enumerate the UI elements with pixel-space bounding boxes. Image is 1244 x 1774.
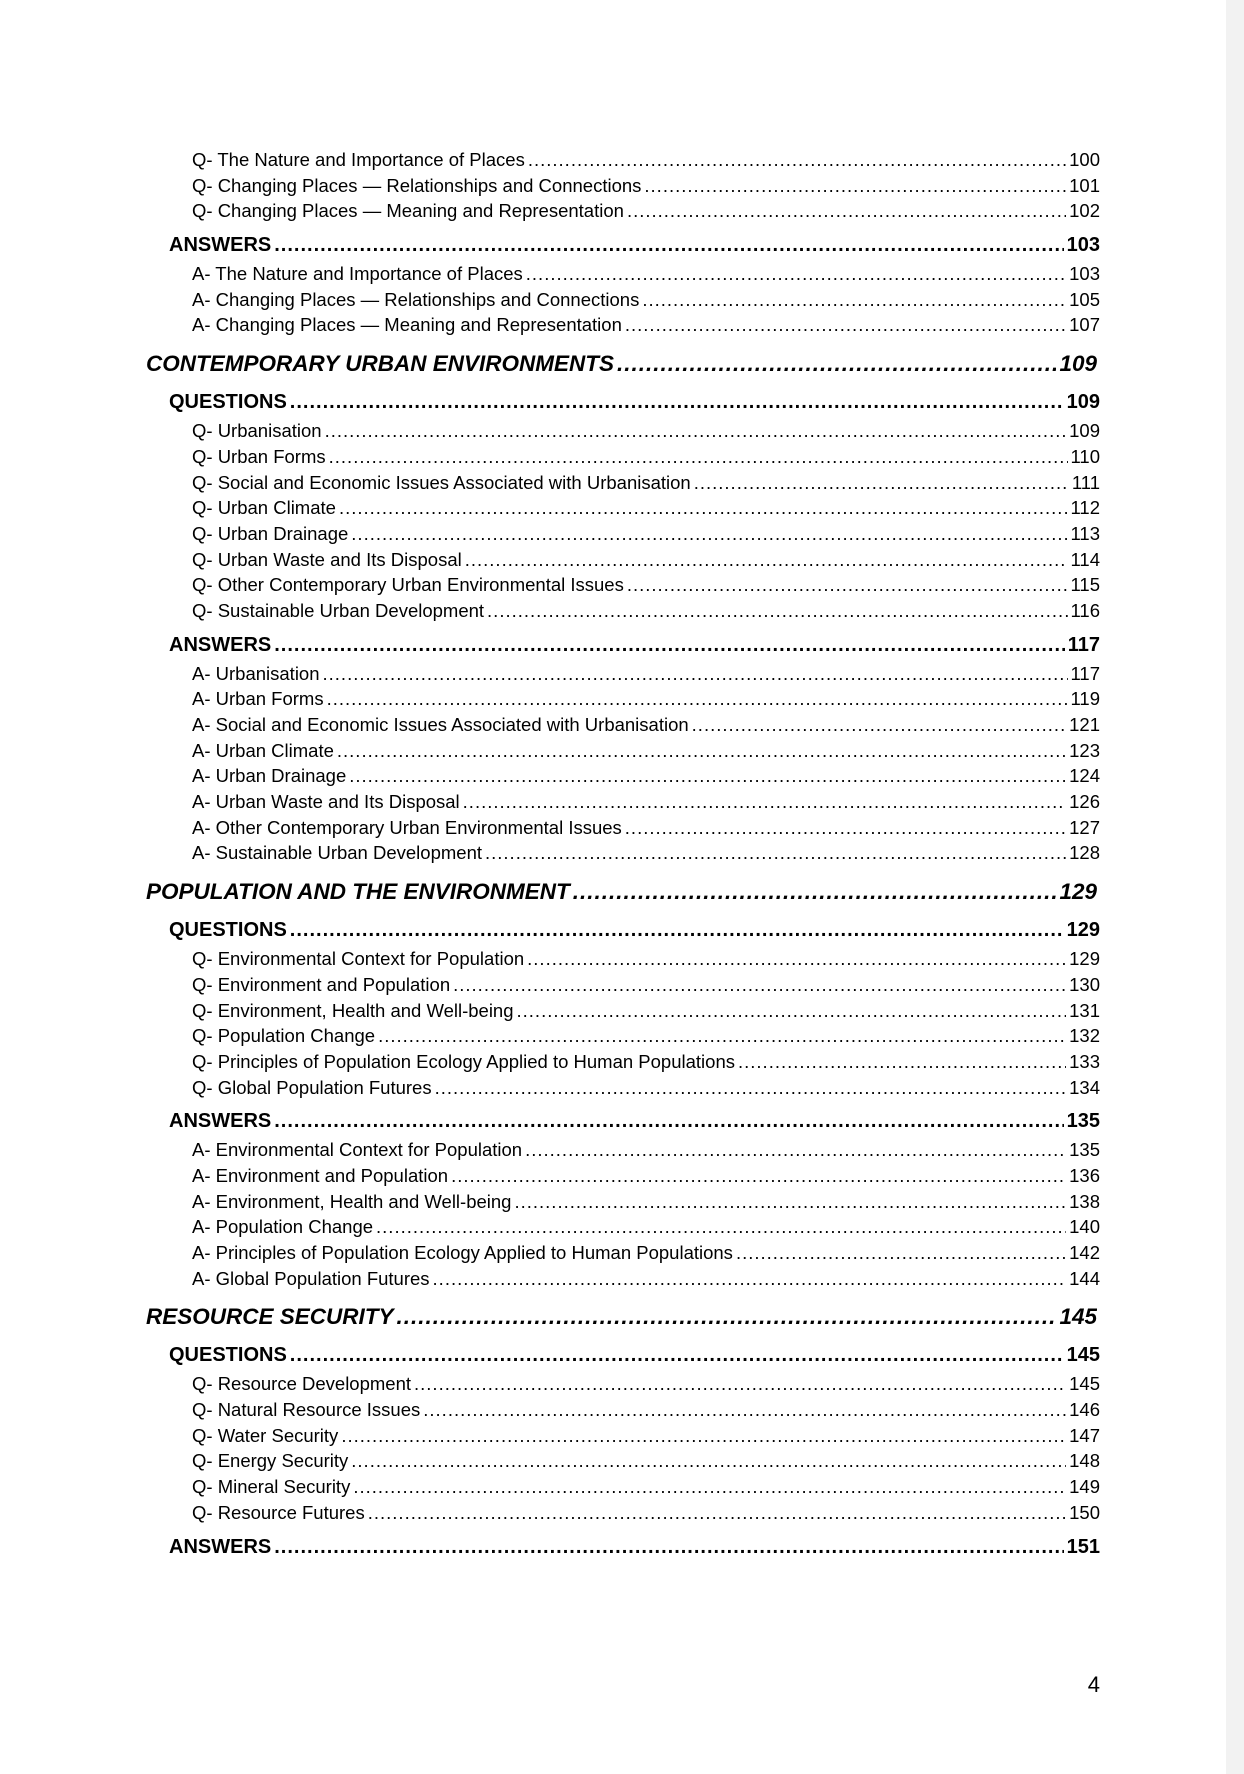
toc-item-entry[interactable] xyxy=(192,572,1100,598)
dot-leader xyxy=(627,572,1068,598)
dot-leader xyxy=(353,1474,1066,1500)
dot-leader xyxy=(274,230,1063,261)
toc-item-entry[interactable] xyxy=(192,789,1100,815)
toc-entry-title: A- Urban Drainage xyxy=(192,765,347,787)
toc-group-entry[interactable] xyxy=(169,1532,1100,1563)
toc-entry-title: Q- Urban Climate xyxy=(192,497,336,519)
toc-item-entry[interactable] xyxy=(192,1214,1100,1240)
toc-entry-title: CONTEMPORARY URBAN ENVIRONMENTS xyxy=(146,351,614,377)
toc-entry-page: 107 xyxy=(1069,314,1100,336)
toc-entry-page: 109 xyxy=(1066,391,1100,414)
dot-leader xyxy=(290,387,1064,418)
toc-entry-title: Q- Natural Resource Issues xyxy=(192,1399,421,1421)
dot-leader xyxy=(290,915,1064,946)
toc-item-entry[interactable] xyxy=(192,946,1100,972)
toc-item-entry[interactable] xyxy=(192,1023,1100,1049)
toc-entry-page: 111 xyxy=(1071,471,1100,493)
dot-leader xyxy=(627,198,1066,224)
toc-entry-title: A- Urban Forms xyxy=(192,688,324,710)
dot-leader xyxy=(625,312,1066,338)
toc-entry-page: 113 xyxy=(1070,522,1100,544)
dot-leader xyxy=(414,1371,1066,1397)
toc-entry-title: A- Principles of Population Ecology Applied to Human Populations xyxy=(192,1242,733,1263)
toc-item-entry[interactable] xyxy=(192,1474,1100,1500)
dot-leader xyxy=(327,686,1068,712)
toc-entry-title: A- Urban Waste and Its Disposal xyxy=(192,791,460,813)
toc-entry-title: A- Global Population Futures xyxy=(192,1267,430,1289)
dot-leader xyxy=(487,598,1067,624)
toc-item-entry[interactable] xyxy=(192,198,1100,224)
toc-entry-page: 132 xyxy=(1069,1025,1100,1047)
toc-entry-title: A- Environmental Context for Population xyxy=(192,1139,523,1161)
dot-leader xyxy=(351,521,1067,547)
toc-group-entry[interactable] xyxy=(169,1340,1100,1371)
toc-entry-title: ANSWERS xyxy=(169,234,272,257)
toc-item-entry[interactable] xyxy=(192,1189,1100,1215)
dot-leader xyxy=(463,789,1066,815)
toc-item-entry[interactable] xyxy=(192,815,1100,841)
dot-leader xyxy=(323,661,1068,687)
toc-entry-title: Q- Urbanisation xyxy=(192,420,322,442)
toc-entry-page: 136 xyxy=(1069,1164,1100,1186)
dot-leader xyxy=(451,1163,1066,1189)
toc-item-entry[interactable] xyxy=(192,1137,1100,1163)
dot-leader xyxy=(376,1214,1066,1240)
toc-item-entry[interactable] xyxy=(192,1397,1100,1423)
dot-leader xyxy=(423,1397,1066,1423)
toc-entry-title: Q- Population Change xyxy=(192,1025,376,1047)
dot-leader xyxy=(337,738,1066,764)
toc-entry-title: Q- Energy Security xyxy=(192,1450,349,1472)
toc-entry-title: Q- Sustainable Urban Development xyxy=(192,599,485,621)
toc-group-entry[interactable] xyxy=(169,915,1100,946)
toc-item-entry[interactable] xyxy=(192,173,1100,199)
toc-entry-page: 129 xyxy=(1069,948,1100,970)
toc-entry-page: 126 xyxy=(1069,791,1100,813)
toc-entry-page: 148 xyxy=(1069,1450,1100,1472)
toc-entry-title: Q- The Nature and Importance of Places xyxy=(192,149,525,170)
dot-leader xyxy=(290,1340,1064,1371)
toc-entry-title: Q- Mineral Security xyxy=(192,1476,351,1498)
toc-entry-title: Q- Resource Futures xyxy=(192,1501,365,1523)
toc-item-entry[interactable] xyxy=(192,661,1100,687)
toc-entry-page: 109 xyxy=(1059,351,1097,377)
toc-entry-page: 142 xyxy=(1069,1242,1100,1263)
toc-entry-title: Q- Environmental Context for Population xyxy=(192,948,525,970)
toc-group-entry[interactable] xyxy=(169,230,1100,261)
toc-entry-page: 123 xyxy=(1069,739,1100,761)
toc-item-entry[interactable] xyxy=(192,418,1100,444)
page-number: 4 xyxy=(1087,1672,1100,1697)
toc-group-entry[interactable] xyxy=(169,387,1100,418)
toc-entry-page: 112 xyxy=(1070,497,1100,519)
toc-item-entry[interactable] xyxy=(192,998,1100,1024)
toc-item-entry[interactable] xyxy=(192,1075,1100,1101)
toc-entry-page: 102 xyxy=(1069,200,1100,222)
toc-entry-title: Q- Urban Waste and Its Disposal xyxy=(192,548,462,570)
toc-entry-page: 115 xyxy=(1070,574,1100,596)
toc-entry-page: 110 xyxy=(1070,445,1100,467)
toc-entry-page: 103 xyxy=(1069,263,1100,285)
toc-item-entry[interactable] xyxy=(192,840,1100,866)
toc-entry-title: QUESTIONS xyxy=(169,391,287,414)
dot-leader xyxy=(525,1137,1066,1163)
toc-entry-title: Q- Principles of Population Ecology Applied to Human Populations xyxy=(192,1050,735,1072)
toc-entry-title: A- Environment, Health and Well-being xyxy=(192,1190,512,1212)
toc-item-entry[interactable] xyxy=(192,972,1100,998)
toc-entry-page: 138 xyxy=(1069,1190,1100,1212)
toc-entry-page: 135 xyxy=(1069,1139,1100,1161)
toc-entry-page: 100 xyxy=(1069,149,1100,170)
dot-leader xyxy=(517,998,1067,1024)
toc-section-entry[interactable] xyxy=(146,346,1097,381)
toc-entry-title: Q- Urban Forms xyxy=(192,445,326,467)
dot-leader xyxy=(274,630,1065,661)
toc-entry-title: ANSWERS xyxy=(169,1110,272,1133)
toc-item-entry[interactable] xyxy=(192,547,1100,573)
toc-entry-page: 133 xyxy=(1069,1050,1100,1072)
dot-leader xyxy=(351,1448,1066,1474)
dot-leader xyxy=(692,712,1066,738)
toc-entry-title: Q- Water Security xyxy=(192,1424,339,1446)
toc-entry-page: 130 xyxy=(1069,973,1100,995)
toc-entry-title: A- Changing Places — Relationships and Connections xyxy=(192,288,640,310)
dot-leader xyxy=(325,418,1067,444)
toc-entry-page: 129 xyxy=(1059,879,1097,905)
toc-item-entry[interactable] xyxy=(192,1423,1100,1449)
toc-entry-page: 117 xyxy=(1067,633,1100,656)
toc-entry-page: 128 xyxy=(1069,842,1100,864)
toc-group-entry[interactable] xyxy=(169,1106,1100,1137)
toc-item-entry[interactable] xyxy=(192,1240,1100,1266)
toc-item-entry[interactable] xyxy=(192,312,1100,338)
toc-item-entry[interactable] xyxy=(192,712,1100,738)
dot-leader xyxy=(573,874,1057,909)
dot-leader xyxy=(644,173,1066,199)
dot-leader xyxy=(378,1023,1066,1049)
toc-entry-page: 117 xyxy=(1070,662,1100,684)
toc-entry-title: A- Changing Places — Meaning and Representation xyxy=(192,314,622,336)
dot-leader xyxy=(465,547,1068,573)
toc-entry-title: A- Population Change xyxy=(192,1216,374,1238)
dot-leader xyxy=(526,261,1066,287)
toc-entry-page: 114 xyxy=(1070,548,1100,570)
toc-entry-title: A- Other Contemporary Urban Environmental Issues xyxy=(192,816,622,838)
toc-item-entry[interactable] xyxy=(192,521,1100,547)
toc-entry-title: Q- Changing Places — Meaning and Representation xyxy=(192,200,624,222)
toc-entry-page: 146 xyxy=(1069,1399,1100,1421)
dot-leader xyxy=(694,470,1069,496)
toc-entry-title: ANSWERS xyxy=(169,1535,272,1558)
toc-entry-page: 103 xyxy=(1066,234,1100,257)
toc-item-entry[interactable] xyxy=(192,495,1100,521)
toc-entry-page: 121 xyxy=(1069,714,1100,735)
dot-leader xyxy=(625,815,1066,841)
toc-section-entry[interactable] xyxy=(146,1299,1097,1334)
dot-leader xyxy=(485,840,1066,866)
dot-leader xyxy=(435,1075,1067,1101)
toc-entry-page: 134 xyxy=(1069,1076,1100,1098)
toc-item-entry[interactable] xyxy=(192,598,1100,624)
toc-entry-page: 145 xyxy=(1069,1373,1100,1395)
toc-group-entry[interactable] xyxy=(169,630,1100,661)
dot-leader xyxy=(368,1500,1066,1526)
toc-entry-title: Q- Urban Drainage xyxy=(192,522,349,544)
dot-leader xyxy=(339,495,1068,521)
toc-entry-page: 151 xyxy=(1066,1535,1100,1558)
toc-entry-title: A- Environment and Population xyxy=(192,1164,449,1186)
toc-item-entry[interactable] xyxy=(192,738,1100,764)
dot-leader xyxy=(736,1240,1066,1266)
toc-entry-page: 129 xyxy=(1066,919,1100,942)
toc-entry-page: 124 xyxy=(1069,765,1100,787)
toc-entry-title: QUESTIONS xyxy=(169,919,287,942)
toc-entry-title: Q- Resource Development xyxy=(192,1373,412,1395)
toc-entry-page: 101 xyxy=(1069,174,1100,196)
toc-item-entry[interactable] xyxy=(192,1371,1100,1397)
toc-entry-title: Q- Other Contemporary Urban Environmental Issues xyxy=(192,574,624,596)
toc-entry-page: 116 xyxy=(1070,599,1100,621)
toc-entry-page: 150 xyxy=(1069,1501,1100,1523)
dot-leader xyxy=(738,1049,1066,1075)
toc-entry-page: 149 xyxy=(1069,1476,1100,1498)
dot-leader xyxy=(528,147,1066,173)
toc-item-entry[interactable] xyxy=(192,444,1100,470)
toc-entry-title: Q- Environment and Population xyxy=(192,973,451,995)
dot-leader xyxy=(274,1106,1063,1137)
toc-entry-title: ANSWERS xyxy=(169,633,272,656)
dot-leader xyxy=(527,946,1066,972)
toc-entry-title: A- Urban Climate xyxy=(192,739,334,761)
toc-item-entry[interactable] xyxy=(192,763,1100,789)
toc-entry-page: 109 xyxy=(1069,420,1100,442)
toc-entry-title: Q- Social and Economic Issues Associated with Urbanisation xyxy=(192,471,691,493)
toc-entry-title: Q- Changing Places — Relationships and Connections xyxy=(192,174,642,196)
toc-entry-page: 144 xyxy=(1069,1267,1100,1289)
toc-entry-title: A- Social and Economic Issues Associated with Urbanisation xyxy=(192,714,689,735)
toc-entry-title: QUESTIONS xyxy=(169,1344,287,1367)
toc-item-entry[interactable] xyxy=(192,1163,1100,1189)
toc-entry-title: A- Urbanisation xyxy=(192,662,320,684)
dot-leader xyxy=(341,1423,1066,1449)
toc-item-entry[interactable] xyxy=(192,470,1100,496)
toc-entry-page: 147 xyxy=(1069,1424,1100,1446)
toc-item-entry[interactable] xyxy=(192,147,1100,173)
toc-entry-title: A- The Nature and Importance of Places xyxy=(192,263,523,285)
dot-leader xyxy=(453,972,1066,998)
toc-item-entry[interactable] xyxy=(192,287,1100,313)
toc-entry-page: 127 xyxy=(1069,816,1100,838)
toc-item-entry[interactable] xyxy=(192,1266,1100,1292)
toc-item-entry[interactable] xyxy=(192,261,1100,287)
toc-entry-page: 119 xyxy=(1070,688,1100,710)
toc-entry-page: 135 xyxy=(1066,1110,1100,1133)
toc-item-entry[interactable] xyxy=(192,1500,1100,1526)
dot-leader xyxy=(617,346,1057,381)
toc-entry-title: POPULATION AND THE ENVIRONMENT xyxy=(146,879,570,905)
toc-entry-page: 145 xyxy=(1066,1344,1100,1367)
toc-entry-page: 105 xyxy=(1069,288,1100,310)
toc-entry-title: RESOURCE SECURITY xyxy=(146,1304,394,1330)
table-of-contents xyxy=(0,147,1226,1563)
dot-leader xyxy=(349,763,1066,789)
dot-leader xyxy=(514,1189,1066,1215)
toc-entry-page: 140 xyxy=(1069,1216,1100,1238)
dot-leader xyxy=(274,1532,1063,1563)
dot-leader xyxy=(433,1266,1067,1292)
toc-entry-page: 131 xyxy=(1069,999,1100,1021)
toc-entry-title: A- Sustainable Urban Development xyxy=(192,842,482,864)
toc-section-entry[interactable] xyxy=(146,874,1097,909)
toc-entry-title: Q- Global Population Futures xyxy=(192,1076,432,1098)
toc-item-entry[interactable] xyxy=(192,1049,1100,1075)
dot-leader xyxy=(329,444,1068,470)
dot-leader xyxy=(397,1299,1057,1334)
dot-leader xyxy=(642,287,1066,313)
toc-item-entry[interactable] xyxy=(192,1448,1100,1474)
toc-entry-page: 145 xyxy=(1059,1304,1097,1330)
toc-item-entry[interactable] xyxy=(192,686,1100,712)
toc-entry-title: Q- Environment, Health and Well-being xyxy=(192,999,514,1021)
